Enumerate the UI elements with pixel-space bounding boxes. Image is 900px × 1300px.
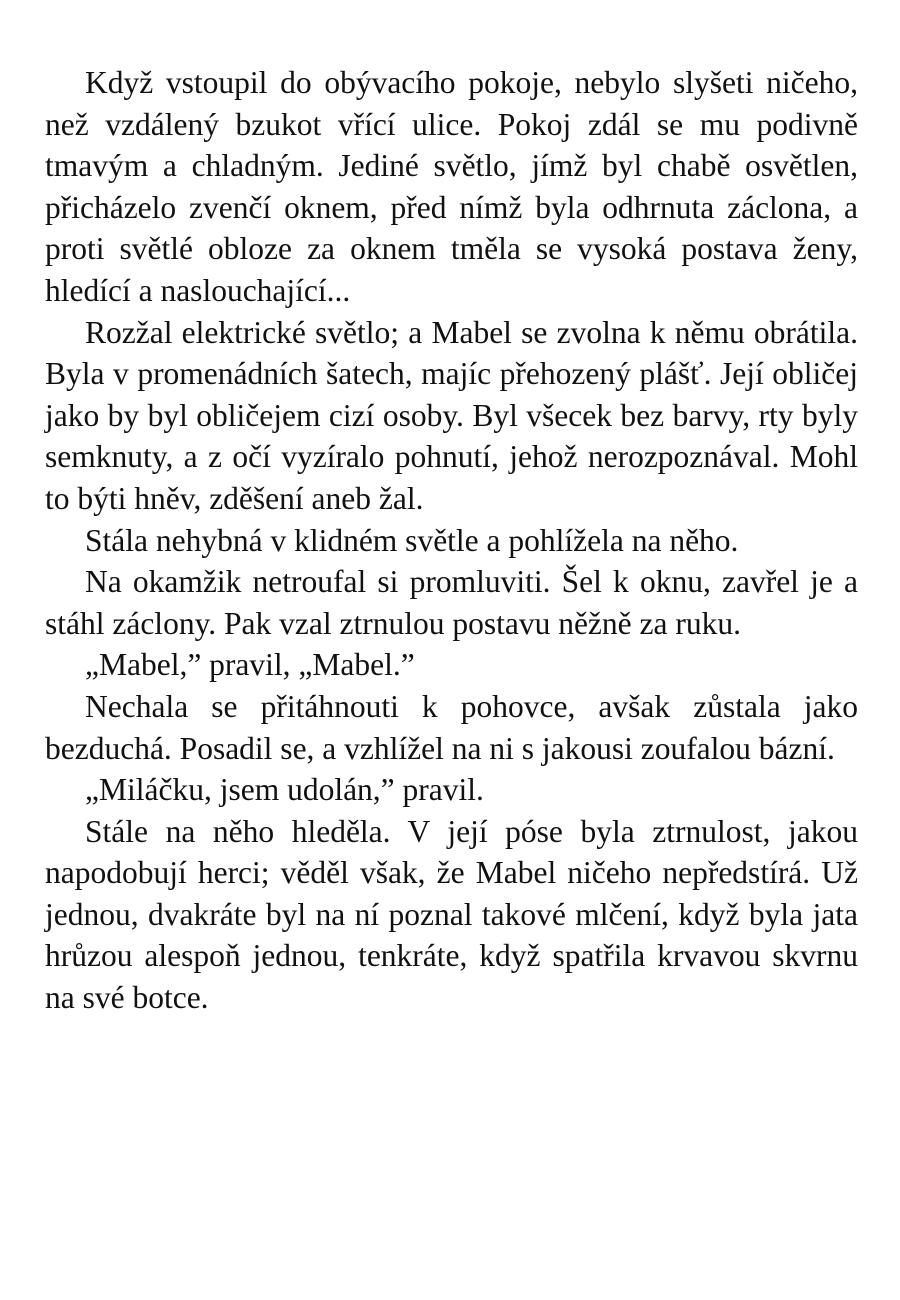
paragraph-4: Na okamžik netroufal si promluviti. Šel k oknu, zavřel je a stáhl záclony. Pak vzal ztrnulou postavu něžně za ruku. xyxy=(45,564,858,641)
page-body xyxy=(45,62,858,1019)
paragraph-3: Stála nehybná v klidném světle a pohlížela na něho. xyxy=(85,522,739,558)
paragraph-8: Stále na něho hleděla. V její póse byla ztrnulost, jakou napodobují herci; věděl však, že Mabel ničeho nepředstírá. Už jednou, dvakráte byl na ní poznal takové mlčení, když byla jata hrůzou alespoň jednou, tenkráte, když spatřila krvavou skvrnu na své botce. xyxy=(45,813,858,1016)
paragraph-5: „Mabel,” pravil, „Mabel.” xyxy=(85,647,415,683)
paragraph-2: Rozžal elektrické světlo; a Mabel se zvolna k němu obrátila. Byla v promenádních šatech, majíc přehozený plášť. Její obličej jako by byl obličejem cizí osoby. Byl všecek bez barvy, rty byly semknuty, a z očí vyzíralo pohnutí, jehož nerozpoznával. Mohl to býti hněv, zděšení aneb žal. xyxy=(45,314,858,516)
paragraph-6: Nechala se přitáhnouti k pohovce, avšak zůstala jako bezduchá. Posadil se, a vzhlížel na ni s jakousi zoufalou bázní. xyxy=(45,688,858,766)
paragraph-7: „Miláčku, jsem udolán,” pravil. xyxy=(85,772,484,808)
paragraph-1: Když vstoupil do obývacího pokoje, nebylo slyšeti ničeho, než vzdálený bzukot vřící ulice. Pokoj zdál se mu podivně tmavým a chladným. Jediné světlo, jímž byl chabě osvětlen, přicházelo zvenčí oknem, před nímž byla odhrnuta záclona, a proti světlé obloze za oknem tměla se vysoká postava ženy, hledící a naslouchající... xyxy=(45,65,858,308)
